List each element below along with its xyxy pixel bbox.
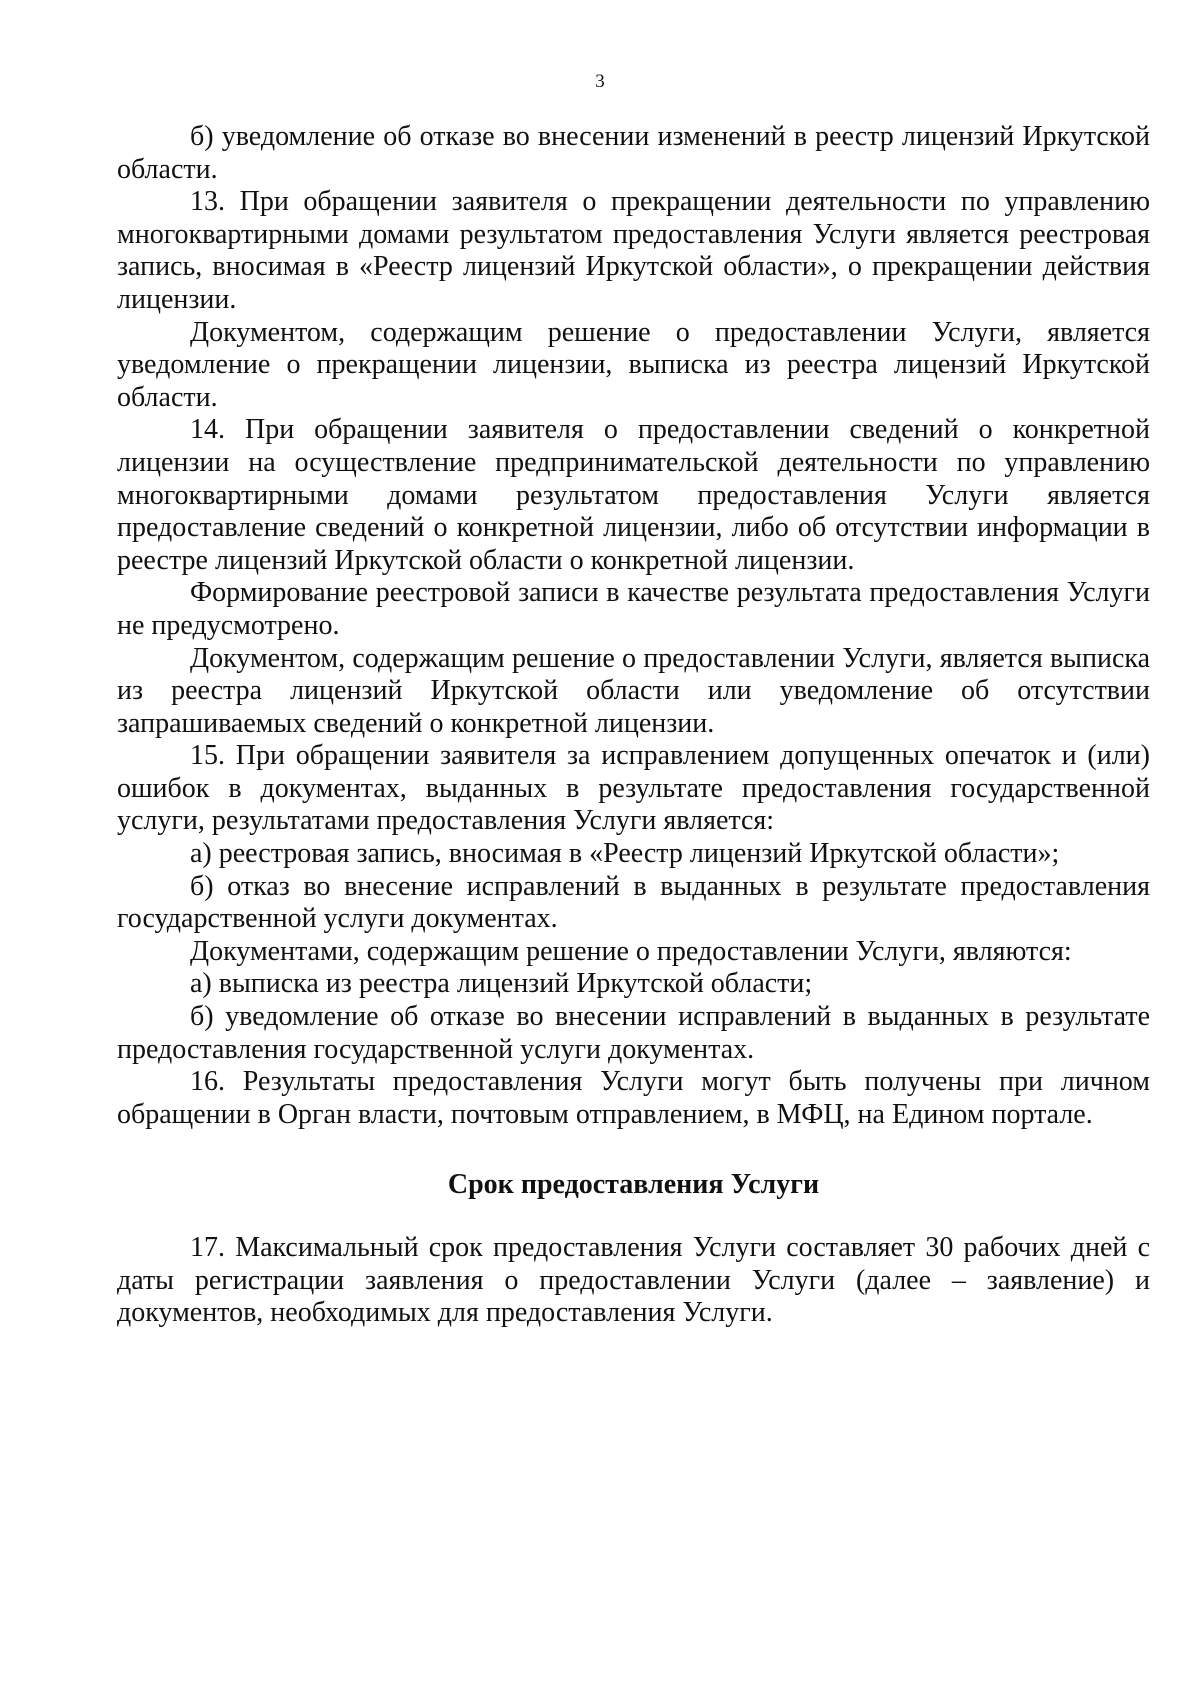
paragraph-15: 15. При обращении заявителя за исправлением допущенных опечаток и (или) ошибок в документах, выданных в результате предоставления государственной услуги, результатами предоставления Услуги является: [117, 740, 1150, 837]
paragraph-17: 17. Максимальный срок предоставления Услуги составляет 30 рабочих дней с даты регистрации заявления о предоставлении Услуги (далее – заявление) и документов, необходимых для предоставления Услуги. [117, 1232, 1150, 1329]
section-heading: Срок предоставления Услуги [447, 1169, 820, 1201]
paragraph-15-documents-item-a: а) выписка из реестра лицензий Иркутской области; [190, 968, 813, 1000]
page-number: 3 [595, 71, 605, 92]
paragraph-16: 16. Результаты предоставления Услуги могут быть получены при личном обращении в Орган власти, почтовым отправлением, в МФЦ, на Едином портале. [117, 1066, 1150, 1130]
paragraph-14-document: Документом, содержащим решение о предоставлении Услуги, является выписка из реестра лицензий Иркутской области или уведомление об отсутствии запрашиваемых сведений о конкретной лицензии. [117, 642, 1150, 739]
paragraph-15-documents-item-b: б) уведомление об отказе во внесении исправлений в выданных в результате предоставления государственной услуги документах. [117, 1001, 1150, 1065]
paragraph-13: 13. При обращении заявителя о прекращении деятельности по управлению многоквартирными домами результатом предоставления Услуги является реестровая запись, вносимая в «Реестр лицензий Иркутской области», о прекращении действия лицензии. [117, 186, 1150, 315]
paragraph-14: 14. При обращении заявителя о предоставлении сведений о конкретной лицензии на осуществление предпринимательской деятельности по управлению многоквартирными домами результатом предоставления Услуги является предоставление сведений о конкретной лицензии, либо об отсутствии информации в реестре лицензий Иркутской области о конкретной лицензии. [117, 414, 1150, 576]
paragraph-item-b-notice: б) уведомление об отказе во внесении изменений в реестр лицензий Иркутской области. [117, 121, 1150, 185]
paragraph-15-item-b: б) отказ во внесение исправлений в выданных в результате предоставления государственной услуги документах. [117, 870, 1150, 935]
paragraph-14-registry-note: Формирование реестровой записи в качестве результата предоставления Услуги не предусмотрено. [117, 577, 1150, 641]
paragraph-15-item-a: а) реестровая запись, вносимая в «Реестр лицензий Иркутской области»; [190, 838, 1060, 870]
paragraph-13-document: Документом, содержащим решение о предоставлении Услуги, является уведомление о прекращении лицензии, выписка из реестра лицензий Иркутской области. [117, 316, 1150, 413]
paragraph-15-documents: Документами, содержащим решение о предоставлении Услуги, являются: [190, 935, 1072, 967]
document-body [117, 121, 1150, 1330]
